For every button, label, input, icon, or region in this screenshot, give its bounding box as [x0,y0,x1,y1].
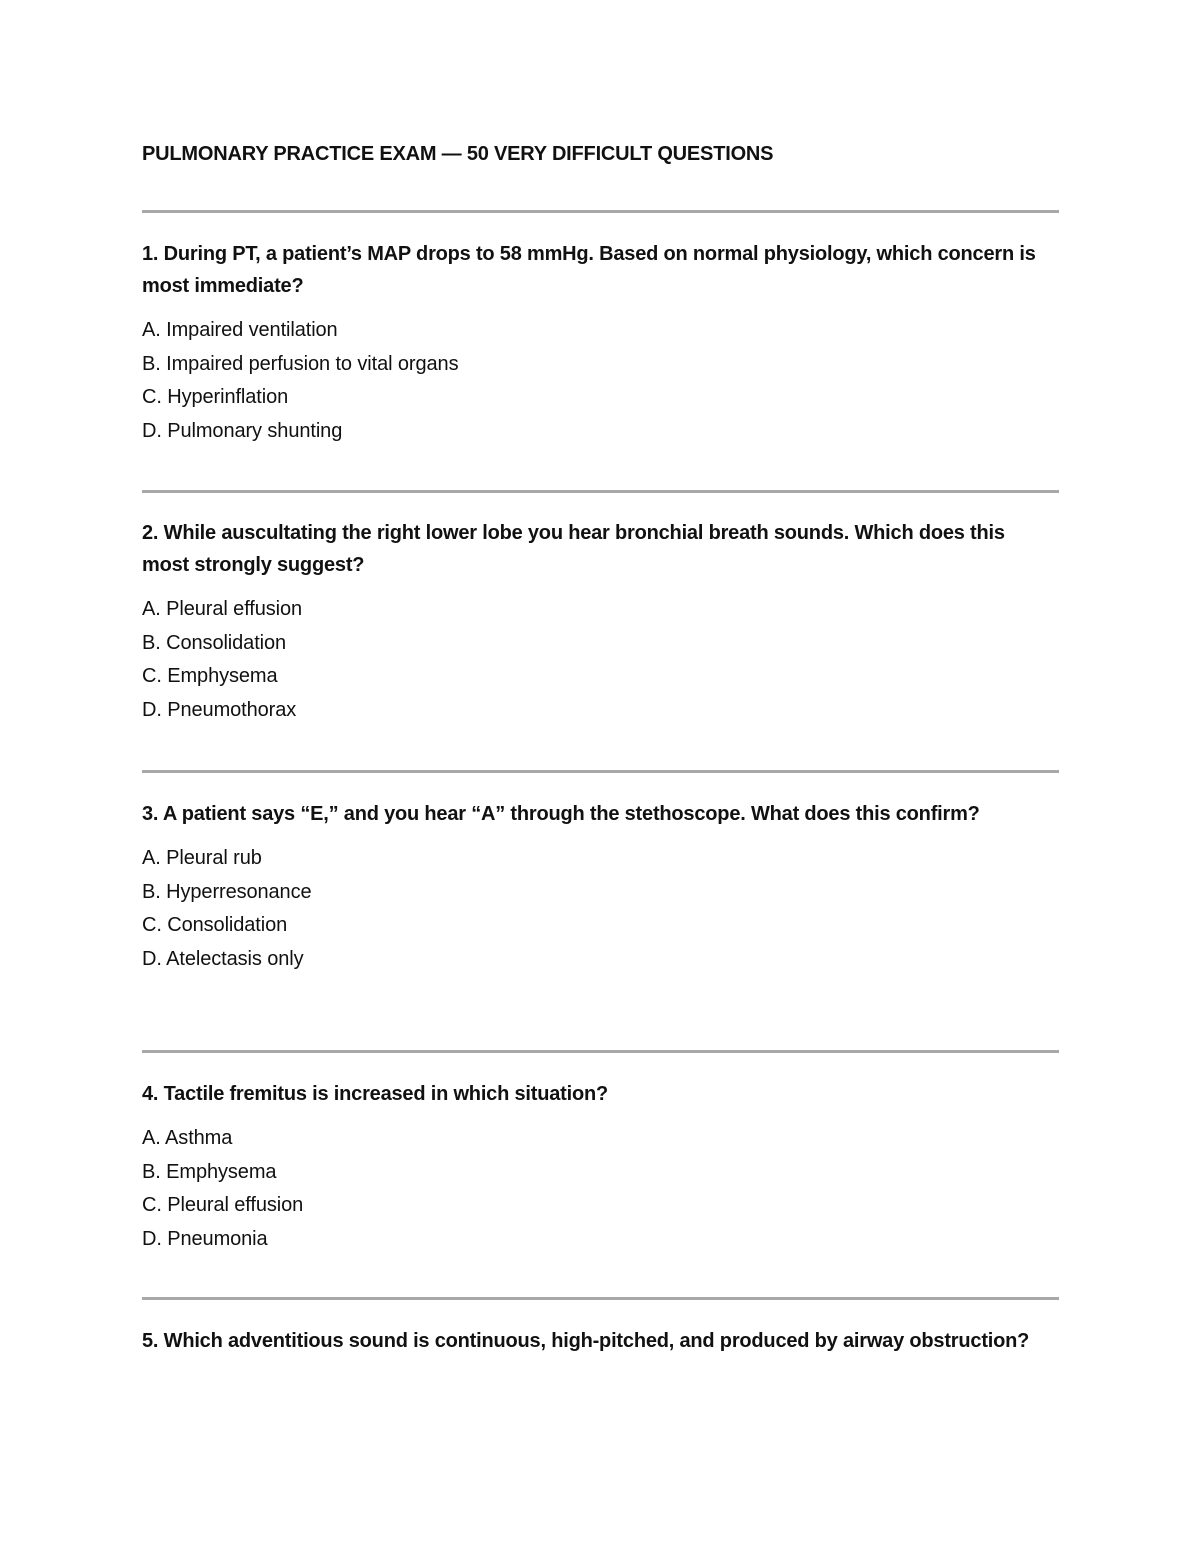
answer-option: B. Hyperresonance [142,880,312,903]
document-title: PULMONARY PRACTICE EXAM — 50 VERY DIFFICULT QUESTIONS [142,143,774,165]
divider [142,1297,1059,1300]
answer-option: C. Pleural effusion [142,1194,304,1216]
question-text: 2. While auscultating the right lower lobe you hear bronchial breath sounds. Which does this most strongly suggest? [142,522,1005,576]
question-text: 5. Which adventitious sound is continuous, high-pitched, and produced by airway obstruction? [142,1330,1030,1352]
divider [142,1050,1059,1053]
question-4 [142,1078,1042,1256]
question-1 [142,238,1042,448]
divider [142,770,1059,773]
answer-option: C. Emphysema [142,665,278,687]
answer-option: A. Pleural rub [142,847,262,869]
answer-option: D. Pulmonary shunting [142,419,343,442]
answer-option: C. Consolidation [142,914,288,936]
question-5 [142,1325,1042,1357]
question-3 [142,798,1042,976]
answer-option: A. Impaired ventilation [142,319,338,341]
answer-options [142,842,1042,976]
answer-option: B. Emphysema [142,1160,277,1183]
question-text: 3. A patient says “E,” and you hear “A” through the stethoscope. What does this confirm? [142,803,980,825]
answer-options [142,314,1042,448]
answer-option: D. Pneumonia [142,1227,268,1250]
answer-option: B. Consolidation [142,631,287,654]
answer-option: B. Impaired perfusion to vital organs [142,352,459,375]
answer-option: C. Hyperinflation [142,386,289,408]
answer-option: D. Atelectasis only [142,947,304,970]
answer-option: A. Asthma [142,1127,233,1149]
divider [142,490,1059,493]
divider [142,210,1059,213]
question-2 [142,517,1042,727]
answer-options [142,593,1042,727]
answer-option: A. Pleural effusion [142,598,303,620]
question-text: 1. During PT, a patient’s MAP drops to 58 mmHg. Based on normal physiology, which concern is most immediate? [142,243,1036,297]
answer-option: D. Pneumothorax [142,698,297,721]
answer-options [142,1122,1042,1256]
question-text: 4. Tactile fremitus is increased in which situation? [142,1083,609,1105]
